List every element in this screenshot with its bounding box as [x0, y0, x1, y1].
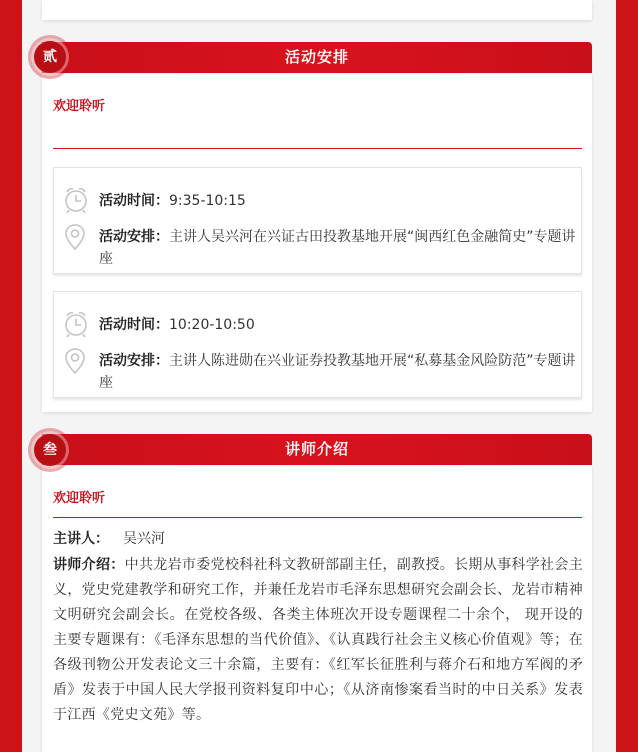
previous-section-card: [42, 0, 592, 20]
divider: [53, 148, 582, 149]
lecturer-section-title: 讲师介绍: [284, 440, 349, 458]
lecturer-intro: [53, 553, 583, 728]
welcome-label: 欢迎聆听: [53, 99, 106, 114]
plan-value: 主讲人吴兴河在兴证古田投教基地开展“闽西红色金融简史”专题讲座: [99, 229, 576, 267]
schedule-item: [53, 167, 582, 274]
alarm-clock-icon: [63, 310, 89, 342]
activity-plan: [99, 226, 579, 270]
location-pin-icon: [63, 347, 87, 379]
time-label: 活动时间：: [99, 317, 169, 333]
lecturer-section-header: [42, 434, 592, 465]
activity-section-title: 活动安排: [284, 48, 349, 66]
activity-time: [99, 190, 246, 210]
activity-time: [99, 314, 255, 334]
time-label: 活动时间：: [99, 193, 169, 209]
host-label: 主讲人：: [53, 531, 109, 547]
intro-text: 中共龙岩市委党校科社科文教研部副主任，副教授。长期从事科学社会主义，党史党建教学和研究工作，并兼任龙岩市毛泽东思想研究会副会长、龙岩市精神文明研究会副会长。在党校各级、各类主体班次开设专题课程二十余个， 现开设的主要专题课有：《毛泽东思想的当代价值》、《认真践行社会主义核心价值观》等；在各级刊物公开发表论文三十余篇，主要有：《红军长征胜利与蒋介石和地方军阀的矛盾》发表于中国人民大学报刊资料复印中心；《从济南惨案看当时的中日关系》发表于江西《党史文苑》等。: [53, 557, 583, 723]
host-line: [53, 528, 165, 548]
divider: [53, 517, 582, 518]
plan-label: 活动安排：: [99, 353, 169, 369]
time-value: 9:35-10:15: [169, 193, 246, 209]
plan-label: 活动安排：: [99, 229, 169, 245]
activity-section-header: [42, 42, 592, 73]
schedule-item: [53, 291, 582, 398]
alarm-clock-icon: [63, 186, 89, 218]
welcome-label: 欢迎聆听: [53, 491, 106, 506]
plan-value: 主讲人陈进勋在兴业证券投教基地开展“私募基金风险防范”专题讲座: [99, 353, 576, 391]
section-number-badge: 贰: [34, 41, 66, 73]
time-value: 10:20-10:50: [169, 317, 255, 333]
intro-label: 讲师介绍：: [53, 557, 125, 573]
host-name: 吴兴河: [123, 531, 165, 547]
activity-plan: [99, 350, 579, 394]
location-pin-icon: [63, 223, 87, 255]
section-number-badge: 叁: [34, 434, 66, 466]
